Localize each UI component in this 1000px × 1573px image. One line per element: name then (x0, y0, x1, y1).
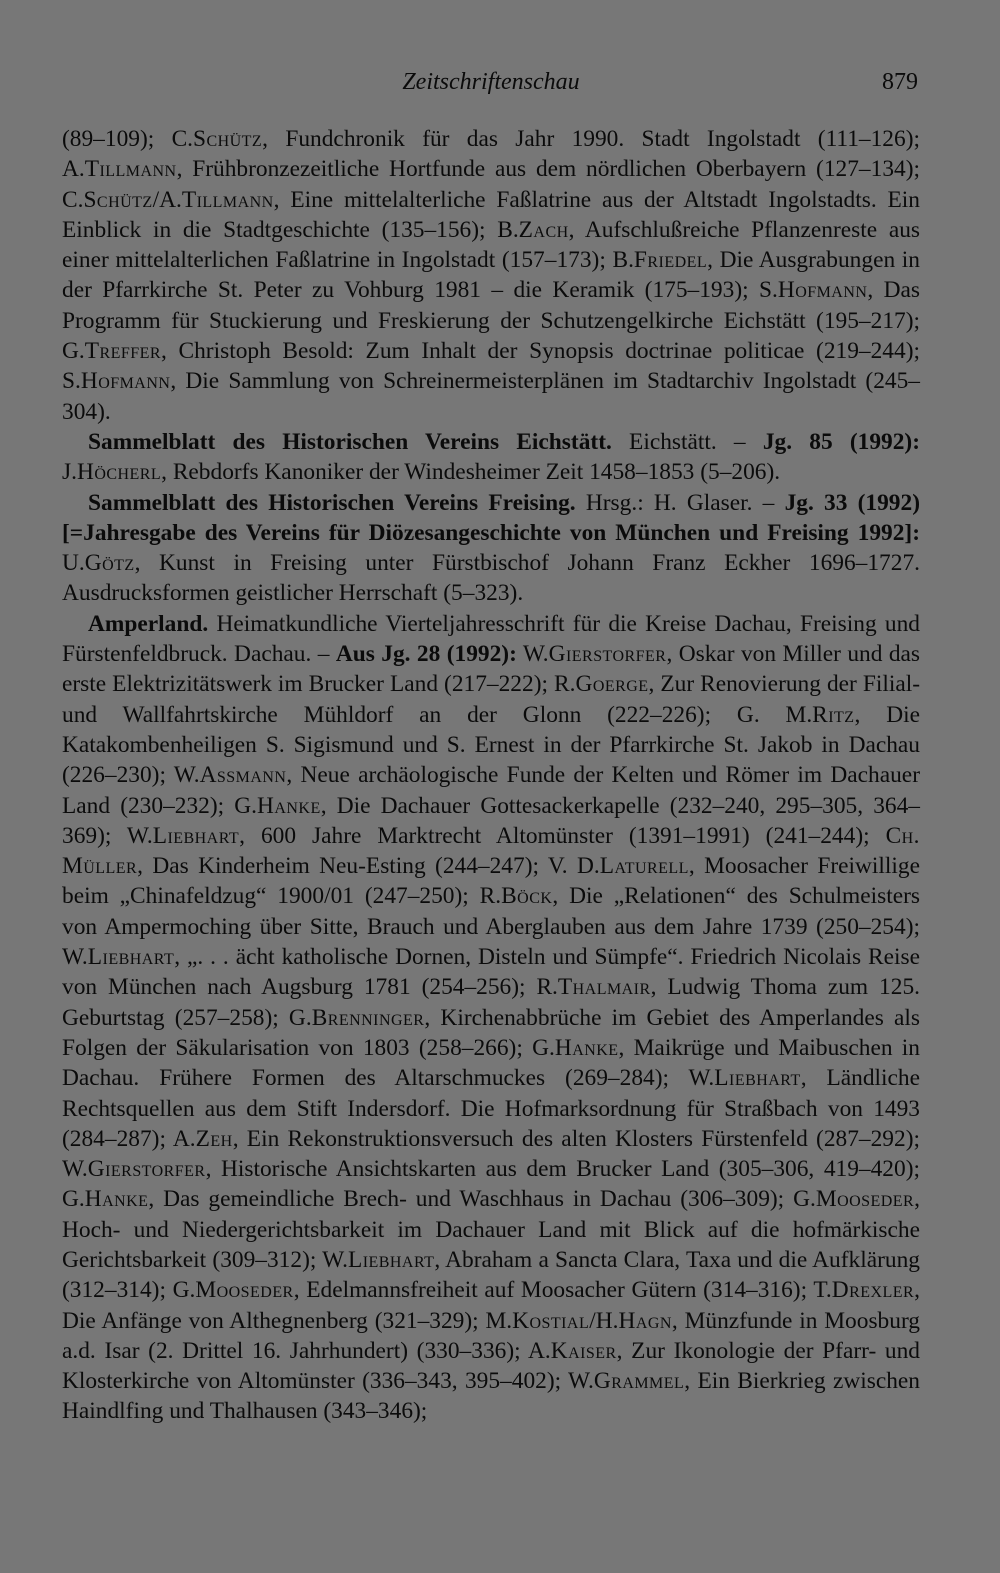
text-run: , Edelmannsfreiheit auf Moosacher Gütern (314–316); T. (293, 1277, 832, 1304)
author-name: Kaiser (550, 1337, 617, 1364)
text-run: , Neue archäologische Funde der Kelten und Römer im Dachauer Land (230–232); G. (62, 762, 920, 819)
author-name: Mooseder (195, 1277, 294, 1304)
author-name: Grammel (593, 1368, 685, 1395)
text-run: , Frühbronzezeitliche Hortfunde aus dem nördlichen Oberbayern (127–134); C. (62, 156, 920, 213)
text-run: J. (62, 459, 77, 486)
text-run: , Das Programm für Stuckierung und Freskierung der Schutzengelkirche Eichstätt (195–217); G. (62, 277, 920, 365)
author-name: Hofmann (80, 368, 171, 395)
author-name: Schütz (83, 186, 153, 213)
page-header (62, 62, 920, 102)
text-run: Heimatkundliche Vierteljahresschrift für die Kreise Dachau, Freising und Fürstenfeldbruck. Dachau. – (62, 610, 920, 668)
author-name: Thalmair (557, 974, 651, 1001)
author-name: Liebhart (714, 1065, 801, 1092)
text-run: W. (516, 641, 549, 668)
text-run: , Die „Relationen“ des Schulmeisters von Ampermoching über Sitte, Brauch und Aberglauben aus dem Jahre 1739 (250–254); W. (62, 883, 920, 971)
text-run: /A. (152, 186, 182, 213)
author-name: Hanke (257, 792, 321, 819)
bold-title: Jg. 33 (1992) [=Jahresgabe des Vereins für Diözesangeschichte von München und Freising 1992]: (62, 489, 920, 546)
text-run: , Christoph Besold: Zum Inhalt der Synopsis doctrinae politicae (219–244); S. (62, 338, 920, 395)
author-name: Liebhart (347, 1246, 435, 1273)
text-run: , Historische Ansichtskarten aus dem Brucker Land (305–306, 419–420); G. (62, 1156, 920, 1213)
text-run: U. (62, 550, 85, 577)
text-run: , Die Dachauer Gottesackerkapelle (232–240, 295–305, 364–369); W. (62, 792, 920, 849)
author-name: Schütz (193, 126, 263, 152)
author-name: Liebhart (152, 822, 240, 849)
paragraph (62, 609, 920, 1427)
text-run: , Eine mittelalterliche Faßlatrine aus der Altstadt Ingolstadts. Ein Einblick in die Stadtgeschichte (135–156); B. (62, 186, 920, 243)
text-run: , Hoch- und Niedergerichtsbarkeit im Dachauer Land mit Blick auf die hofmärkische Gerichtsbarkeit (309–312); W. (62, 1186, 920, 1273)
text-run: , Die Anfänge von Althegnenberg (321–329); M. (62, 1277, 920, 1334)
text-run: , Ein Rekonstruktionsversuch des alten Klosters Fürstenfeld (287–292); W. (62, 1125, 920, 1183)
text-run: , Maikrüge und Maibuschen in Dachau. Frühere Formen des Altarschmuckes (269–284); W. (62, 1034, 920, 1092)
author-name: Hanke (84, 1186, 149, 1213)
text-run: , Kirchenabbrüche im Gebiet des Amperlandes als Folgen der Säkularisation von 1803 (258–266); G. (62, 1004, 921, 1061)
page-number: 879 (882, 69, 918, 95)
text-run: , Rebdorfs Kanoniker der Windesheimer Zeit 1458–1853 (5–206). (161, 459, 781, 486)
author-name: Liebhart (87, 944, 175, 971)
running-title: Zeitschriftenschau (402, 69, 580, 95)
author-name: Gierstorfer (548, 641, 667, 668)
text-run: , Oskar von Miller und das erste Elektrizitätswerk im Brucker Land (217–222); R. (62, 641, 921, 698)
author-name: Ch. Müller (62, 822, 921, 880)
author-name: Drexler (831, 1277, 915, 1304)
bold-title: Sammelblatt des Historischen Vereins Freising. (88, 489, 576, 516)
text-run: , Ein Bierkrieg zwischen Haindlfing und Thalhausen (343–346); (62, 1368, 920, 1425)
paragraph (62, 488, 920, 609)
author-name: Höcherl (76, 459, 162, 486)
text-run: Hrsg.: H. Glaser. – (575, 489, 785, 516)
author-name: Hagn (618, 1307, 672, 1334)
author-name: Friedel (633, 247, 708, 274)
author-name: Böck (501, 883, 553, 910)
author-name: Zach (518, 216, 569, 243)
text-run: , Moosacher Freiwillige beim „Chinafeldzug“ 1900/01 (247–250); R. (62, 853, 920, 910)
text-run: , Münzfunde in Moosburg a.d. Isar (2. Drittel 16. Jahrhundert) (330–336); A. (62, 1307, 920, 1364)
author-name: Assmann (199, 762, 287, 789)
bold-title: Sammelblatt des Historischen Vereins Eichstätt. (88, 428, 612, 455)
bold-title: Aus Jg. 28 (1992): (335, 641, 517, 668)
text-run: (89–109); C. (62, 126, 194, 152)
text-run: , Zur Renovierung der Filial- und Wallfahrtskirche Mühldorf an der Glonn (222–226); G. M. (62, 671, 920, 728)
author-name: Hanke (554, 1034, 619, 1061)
text-run: /H. (589, 1307, 619, 1334)
bold-title: Amperland. (88, 610, 209, 637)
text-run: , Das Kinderheim Neu-Esting (244–247); V. D. (137, 853, 600, 880)
author-name: Goerge (575, 671, 649, 698)
paragraph (62, 124, 920, 427)
text-run: , Kunst in Freising unter Fürstbischof Johann Franz Eckher 1696–1727. Ausdrucksformen geistlicher Herrschaft (5–323). (62, 550, 920, 607)
author-name: Ritz (812, 701, 855, 728)
text-run: , Die Ausgrabungen in der Pfarrkirche St. Peter zu Vohburg 1981 – die Keramik (175–193); S. (62, 247, 920, 304)
text-run: , Das gemeindliche Brech- und Waschhaus in Dachau (306–309); G. (148, 1186, 816, 1213)
author-name: Tillmann (84, 156, 177, 183)
author-name: Hofmann (777, 277, 868, 304)
text-run: , Die Sammlung von Schreinermeisterplänen im Stadtarchiv Ingolstadt (245–304). (62, 368, 920, 425)
bold-title: Jg. 85 (1992): (762, 428, 920, 455)
text-run: , Fundchronik für das Jahr 1990. Stadt Ingolstadt (111–126); A. (62, 126, 920, 183)
paragraph (62, 427, 920, 488)
author-name: Tillmann (181, 186, 274, 213)
body-text (62, 124, 920, 1427)
text-run: Eichstätt. – (611, 428, 763, 455)
text-run: , „. . . ächt katholische Dornen, Disteln und Sümpfe“. Friedrich Nicolais Reise von München nach Augsburg 1781 (254–256); R. (62, 944, 920, 1001)
author-name: Treffer (84, 338, 162, 365)
text-run: , Abraham a Sancta Clara, Taxa und die Aufklärung (312–314); G. (62, 1246, 920, 1304)
author-name: Kostial (512, 1307, 590, 1334)
author-name: Gierstorfer (87, 1156, 206, 1183)
author-name: Brenninger (311, 1004, 425, 1031)
author-name: Laturell (599, 853, 689, 880)
text-run: , Die Katakombenheiligen S. Sigismund und S. Ernest in der Pfarrkirche St. Jakob in Dachau (226–230); W. (62, 701, 921, 789)
author-name: Zeh (195, 1125, 233, 1152)
text-run: , Ländliche Rechtsquellen aus dem Stift Indersdorf. Die Hofmarksordnung für Straßbach von 1493 (284–287); A. (62, 1065, 921, 1152)
text-run: , Ludwig Thoma zum 125. Geburtstag (257–258); G. (62, 974, 920, 1031)
text-run: , Aufschlußreiche Pflanzenreste aus einer mittelalterlichen Faßlatrine in Ingolstadt (157–173); B. (62, 216, 920, 274)
text-run: , 600 Jahre Marktrecht Altomünster (1391–1991) (241–244); (239, 822, 886, 849)
author-name: Mooseder (815, 1186, 915, 1213)
author-name: Götz (84, 550, 135, 577)
text-run: , Zur Ikonologie der Pfarr- und Klosterkirche von Altomünster (336–343, 395–402); W. (62, 1337, 920, 1395)
